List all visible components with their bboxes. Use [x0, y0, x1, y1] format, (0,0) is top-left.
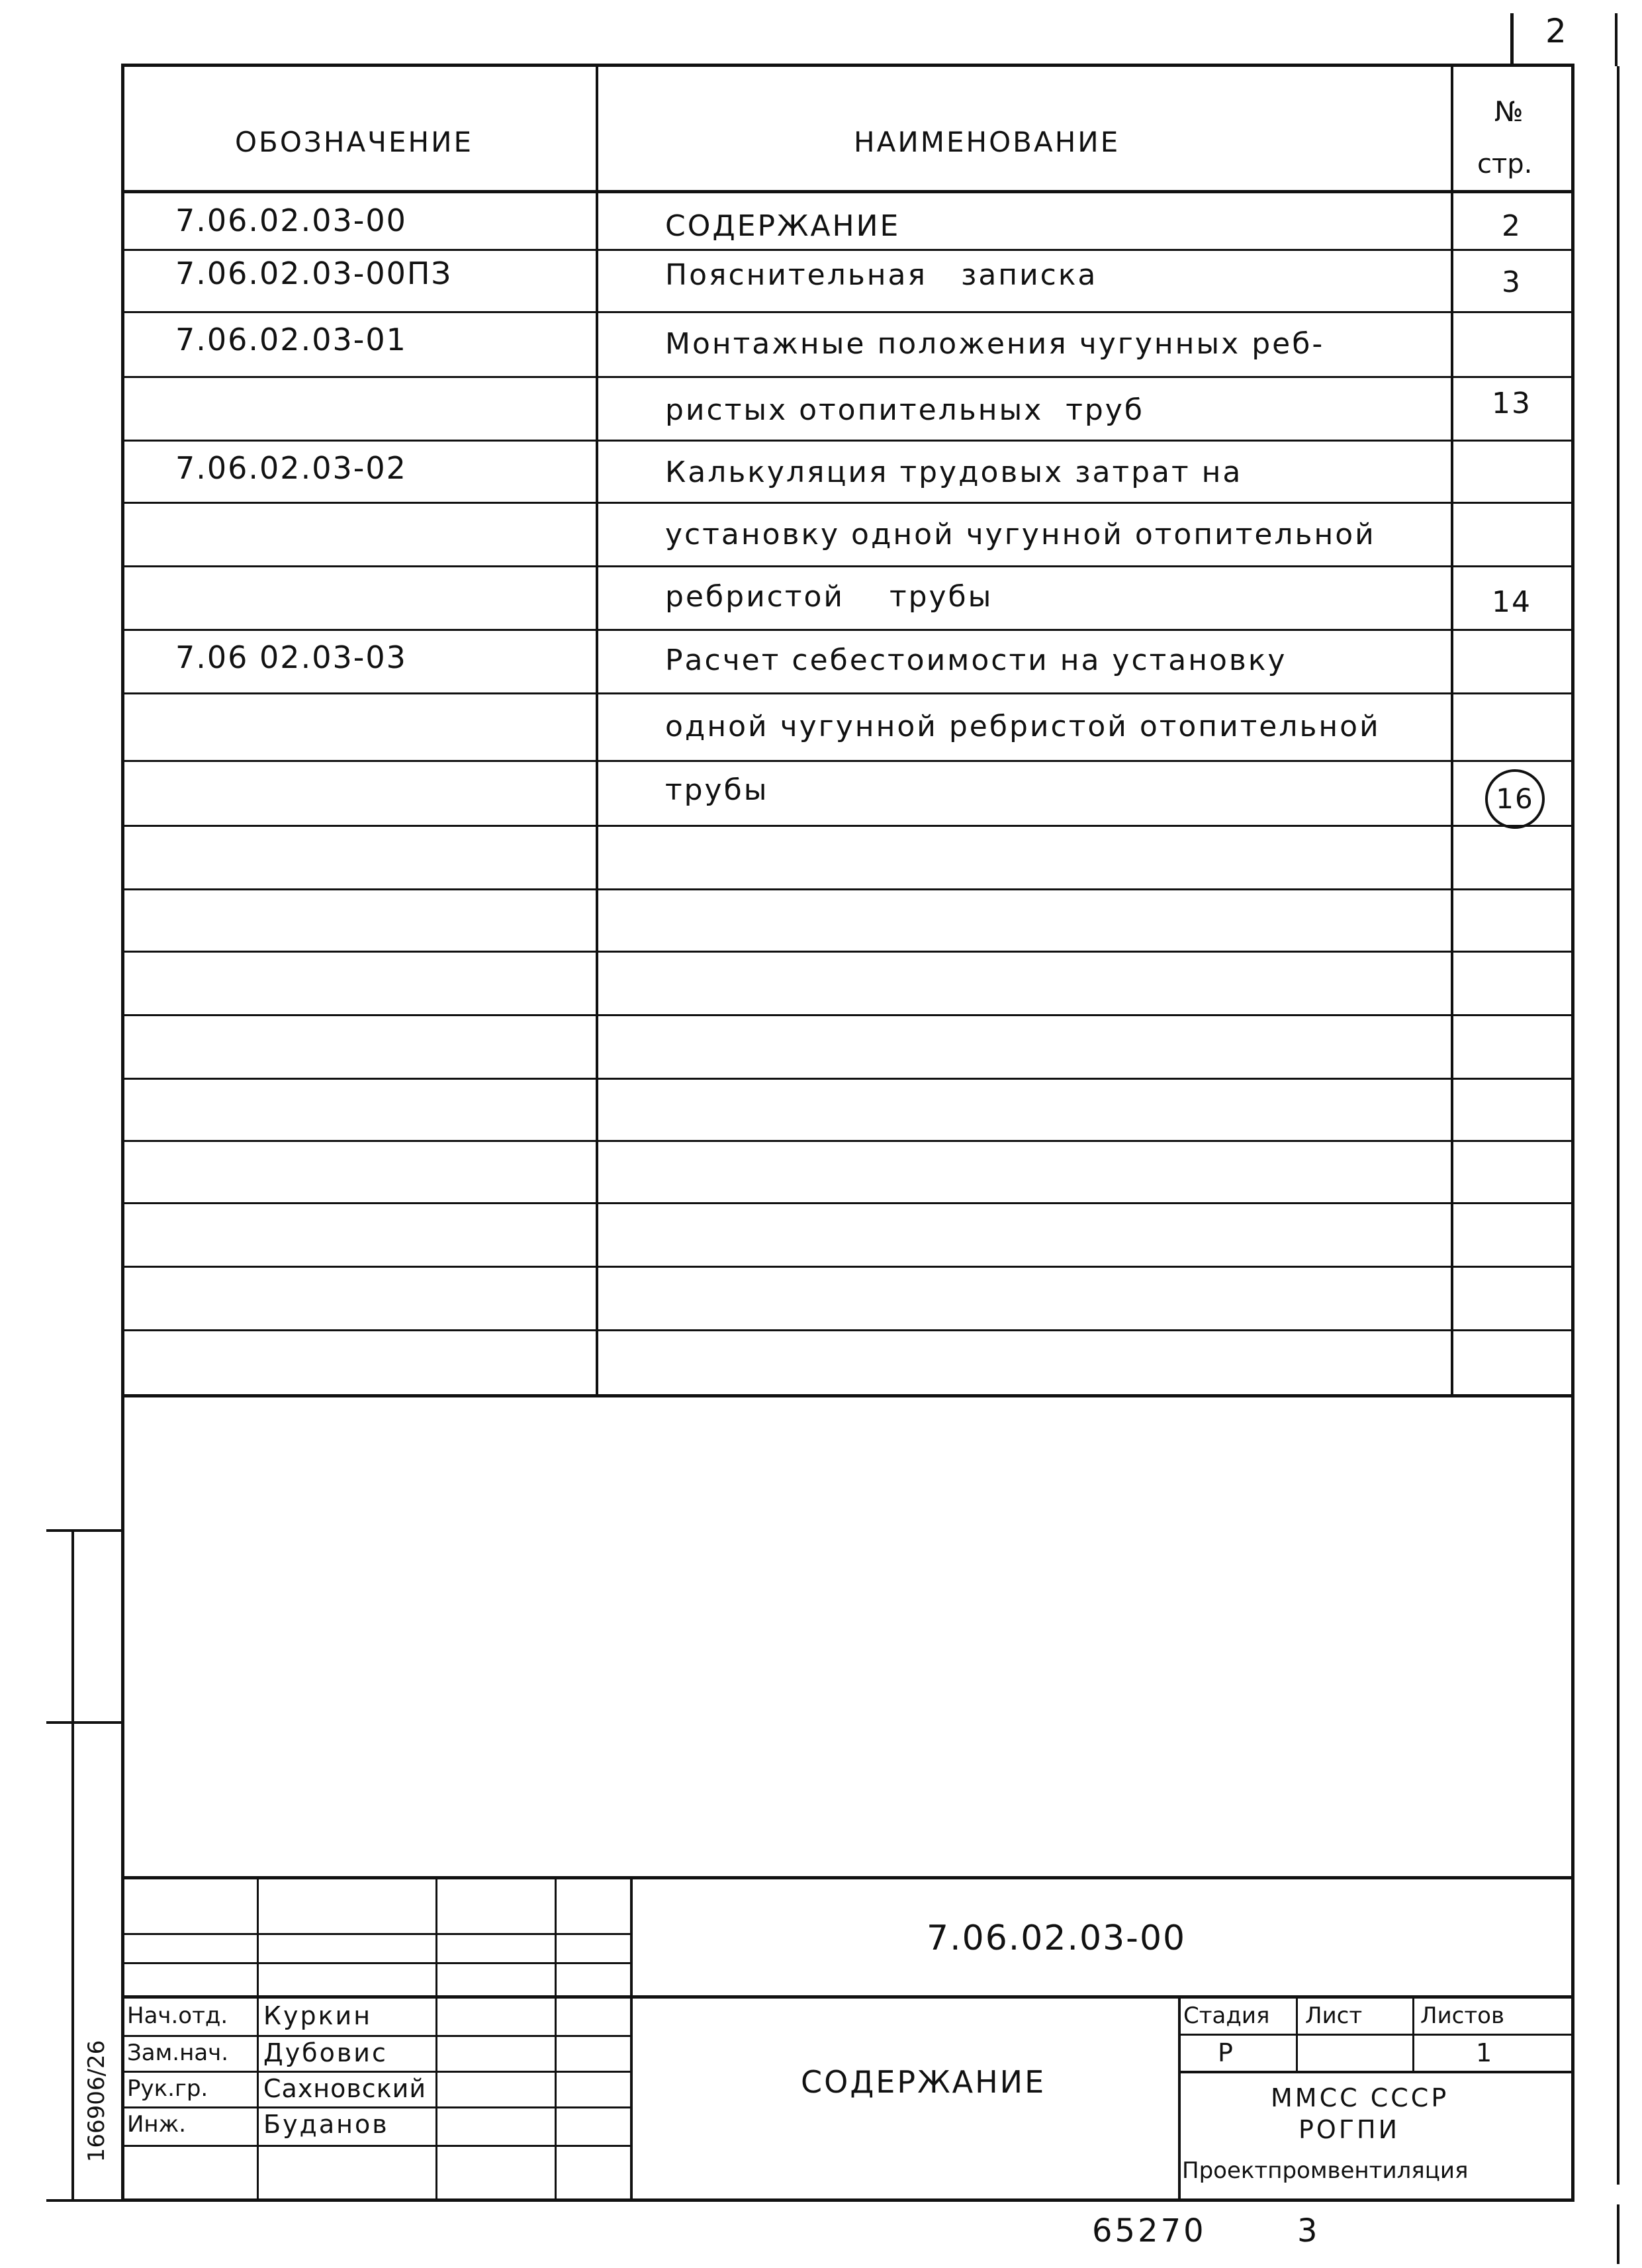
- person-name: Дубовис: [263, 2038, 388, 2067]
- header-page-no-line2: стр.: [1477, 149, 1533, 179]
- circled-page-number: [1485, 769, 1545, 829]
- row-name-line2: одной чугунной ребристой отопительной: [665, 710, 1381, 743]
- org-line1: ММСС СССР: [1271, 2083, 1449, 2112]
- header-designation: ОБОЗНАЧЕНИЕ: [235, 126, 474, 158]
- person-name: Сахновский: [263, 2074, 427, 2103]
- row-page: 16: [1496, 782, 1534, 815]
- person-name: Куркин: [263, 2001, 373, 2030]
- row-page: 2: [1502, 209, 1522, 243]
- role-label: Инж.: [127, 2111, 187, 2138]
- row-code: 7.06.02.03-00ПЗ: [175, 256, 452, 291]
- role-label: Зам.нач.: [127, 2040, 229, 2066]
- row-code: 7.06 02.03-03: [175, 639, 407, 675]
- row-name: Пояснительная записка: [665, 258, 1098, 292]
- stage-label: Стадия: [1183, 2003, 1270, 2029]
- row-name-line3: ребристой трубы: [665, 580, 993, 614]
- doc-code: 7.06.02.03-00: [927, 1918, 1187, 1958]
- row-name-line3: трубы: [665, 773, 769, 807]
- sheet-number: 2: [1545, 12, 1568, 50]
- header-page-no-line1: №: [1494, 95, 1524, 128]
- person-name: Буданов: [263, 2110, 389, 2139]
- row-page: 3: [1502, 265, 1522, 299]
- doc-title: СОДЕРЖАНИЕ: [801, 2064, 1046, 2100]
- row-name-line1: Калькуляция трудовых затрат на: [665, 455, 1243, 489]
- inventory-number: 166906/26: [83, 2040, 110, 2163]
- copy-number: 3: [1297, 2212, 1318, 2249]
- row-code: 7.06.02.03-00: [175, 203, 407, 238]
- stage-value: Р: [1218, 2038, 1233, 2067]
- sheet-label: Лист: [1305, 2003, 1363, 2029]
- row-name-line1: Монтажные положения чугунных реб-: [665, 327, 1325, 361]
- role-label: Нач.отд.: [127, 2003, 228, 2029]
- role-label: Рук.гр.: [127, 2075, 208, 2102]
- row-code: 7.06.02.03-02: [175, 450, 407, 486]
- org-line2: РОГПИ: [1299, 2115, 1400, 2144]
- row-name-line1: Расчет себестоимости на установку: [665, 643, 1287, 677]
- sheets-value: 1: [1476, 2038, 1492, 2067]
- row-page: 14: [1492, 585, 1531, 619]
- org-line3: Проектпромвентиляция: [1182, 2157, 1469, 2184]
- archive-number: 65270: [1092, 2212, 1207, 2249]
- header-name: НАИМЕНОВАНИЕ: [854, 126, 1120, 158]
- row-name: СОДЕРЖАНИЕ: [665, 209, 901, 243]
- row-code: 7.06.02.03-01: [175, 322, 407, 357]
- row-name-line2: установку одной чугунной отопительной: [665, 518, 1376, 551]
- row-name-line2: ристых отопительных труб: [665, 393, 1144, 427]
- sheets-label: Листов: [1420, 2003, 1505, 2029]
- row-page: 13: [1492, 387, 1531, 420]
- main-frame: [121, 64, 1574, 2202]
